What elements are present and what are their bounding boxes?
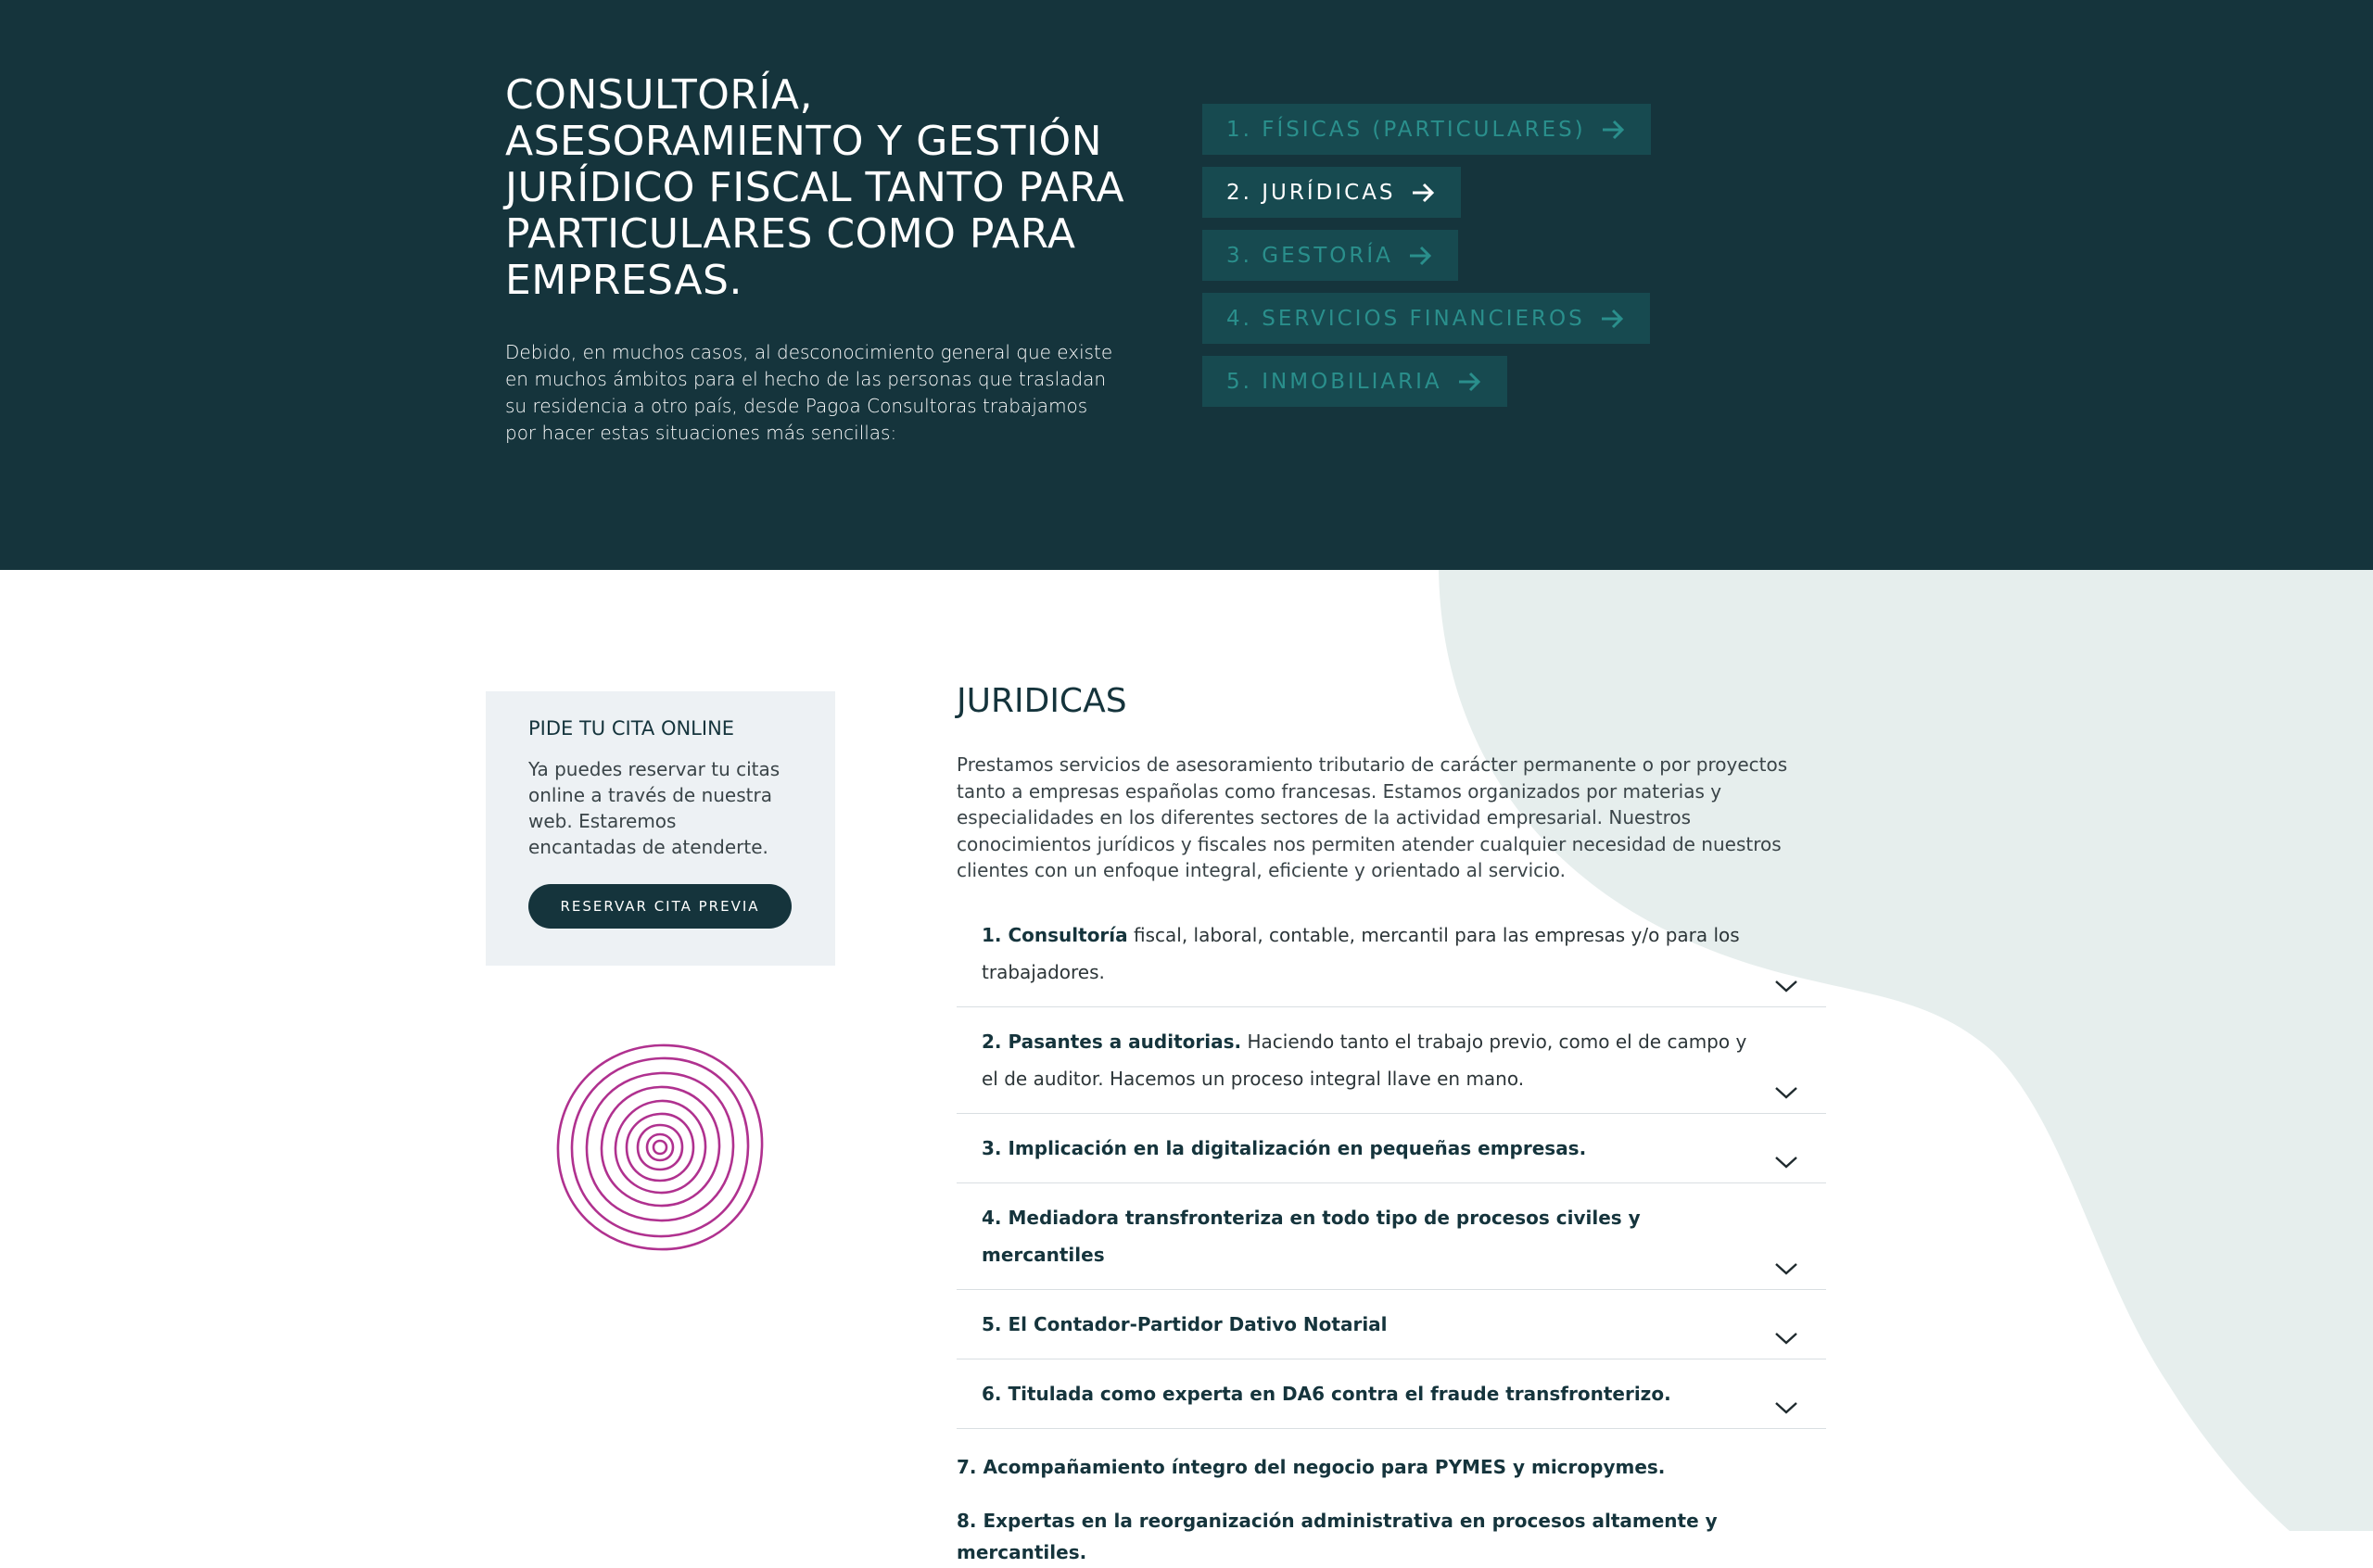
arrow-right-icon: [1406, 242, 1434, 270]
book-appointment-button[interactable]: RESERVAR CITA PREVIA: [528, 884, 792, 929]
nav-item-label: 1. FÍSICAS (PARTICULARES): [1226, 117, 1586, 142]
accordion-item-titulada[interactable]: [957, 1359, 1826, 1428]
chevron-down-icon: [1774, 1261, 1798, 1276]
nav-item-gestoria[interactable]: [1202, 230, 1458, 281]
accordion-item-heading: 5. El Contador-Partidor Dativo Notarial: [982, 1312, 1388, 1335]
booking-card-title: PIDE TU CITA ONLINE: [528, 717, 735, 740]
main-content: [957, 682, 1826, 1568]
accordion-item-mediadora[interactable]: [957, 1182, 1826, 1289]
accordion-item-digitalizacion[interactable]: [957, 1113, 1826, 1182]
chevron-down-icon: [1774, 1400, 1798, 1415]
hero-section: [0, 0, 2373, 570]
nav-item-label: 5. INMOBILIARIA: [1226, 369, 1442, 394]
accordion-item-heading: 6. Titulada como experta en DA6 contra el fraude transfronterizo.: [982, 1382, 1671, 1405]
accordion-item-heading: 1. Consultoría: [982, 923, 1128, 946]
nav-item-label: 3. GESTORÍA: [1226, 243, 1393, 268]
nav-item-label: 2. JURÍDICAS: [1226, 180, 1396, 205]
list-item: 7. Acompañamiento íntegro del negocio para PYMES y micropymes.: [957, 1455, 1666, 1478]
accordion-item-text: Haciendo tanto el trabajo previo, como el de campo y el de auditor. Hacemos un proceso integral llave en mano.: [982, 1030, 1747, 1090]
nav-item-juridicas[interactable]: [1202, 167, 1461, 218]
accordion-item-pasantes[interactable]: [957, 1006, 1826, 1113]
section-title: JURIDICAS: [957, 682, 1127, 720]
chevron-down-icon: [1774, 1155, 1798, 1170]
accordion-item-consultoria[interactable]: [957, 910, 1826, 1006]
arrow-right-icon: [1455, 368, 1483, 396]
chevron-down-icon: [1774, 1085, 1798, 1100]
list-item: 8. Expertas en la reorganización administrativa en procesos altamente y mercantiles.: [957, 1509, 1718, 1563]
arrow-right-icon: [1599, 116, 1627, 144]
section-description: Prestamos servicios de asesoramiento tributario de carácter permanente o por proyectos tanto a empresas españolas como francesas. Estamos organizados por materias y especialidades en los diferentes sectores de la actividad empresarial. Nuestros conocimientos jurídicos y fiscales nos permiten atender cualquier necesidad de nuestros clientes con un enfoque integral, eficiente y orientado al servicio.: [957, 753, 1788, 881]
nav-item-inmobiliaria[interactable]: [1202, 356, 1507, 407]
nav-item-label: 4. SERVICIOS FINANCIEROS: [1226, 306, 1585, 331]
arrow-right-icon: [1409, 179, 1437, 207]
services-nav: [1202, 104, 1651, 419]
accordion-item-contador[interactable]: [957, 1289, 1826, 1359]
accordion-item-heading: 2. Pasantes a auditorias.: [982, 1030, 1242, 1053]
services-accordion: [957, 910, 1826, 1429]
accordion-item-heading: 3. Implicación en la digitalización en pequeñas empresas.: [982, 1136, 1587, 1159]
chevron-down-icon: [1774, 1331, 1798, 1346]
accordion-item-heading: 4. Mediadora transfronteriza en todo tipo de procesos civiles y mercantiles: [982, 1206, 1641, 1266]
hero-description: Debido, en muchos casos, al desconocimiento general que existe en muchos ámbitos para el hecho de las personas que trasladan su residencia a otro país, desde Pagoa Consultoras trabajamos por hacer estas situaciones más sencillas:: [505, 341, 1113, 444]
booking-card-text: Ya puedes reservar tu citas online a través de nuestra web. Estaremos encantadas de atenderte.: [528, 758, 780, 858]
accordion-item-text: fiscal, laboral, contable, mercantil para las empresas y/o para los trabajadores.: [982, 923, 1740, 983]
booking-card: [486, 691, 835, 966]
hero-title: CONSULTORÍA, ASESORAMIENTO Y GESTIÓN JURÍDICO FISCAL TANTO PARA PARTICULARES COMO PARA EMPRESAS.: [505, 71, 1125, 304]
nav-item-fisicas[interactable]: [1202, 104, 1651, 155]
nav-item-servicios-financieros[interactable]: [1202, 293, 1650, 344]
arrow-right-icon: [1598, 305, 1626, 333]
swirl-illustration: [549, 1036, 771, 1258]
chevron-down-icon: [1774, 979, 1798, 993]
